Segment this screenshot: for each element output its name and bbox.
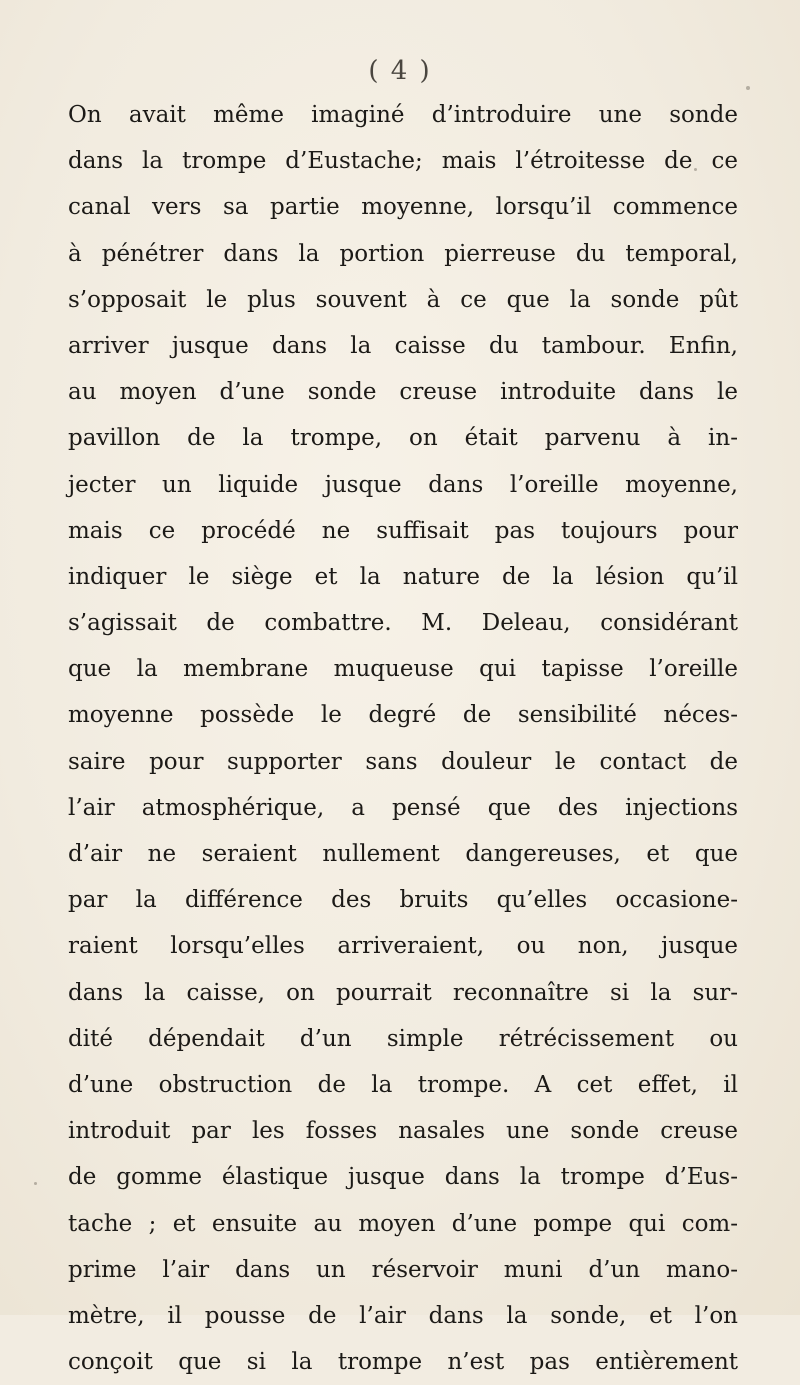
- text-line: que la membrane muqueuse qui tapisse l’oreille: [68, 656, 738, 683]
- text-line: conçoit que si la trompe n’est pas entièrement: [68, 1349, 738, 1376]
- text-line: l’air atmosphérique, a pensé que des injections: [68, 794, 738, 821]
- text-line: à pénétrer dans la portion pierreuse du temporal,: [68, 240, 738, 267]
- text-line: tache ; et ensuite au moyen d’une pompe qui com-: [68, 1210, 738, 1237]
- text-line: canal vers sa partie moyenne, lorsqu’il commence: [68, 194, 738, 221]
- text-line: dans la trompe d’Eustache; mais l’étroitesse de ce: [68, 148, 738, 175]
- text-line: d’une obstruction de la trompe. A cet effet, il: [68, 1071, 738, 1098]
- text-line: arriver jusque dans la caisse du tambour. Enfin,: [68, 332, 738, 359]
- text-line: par la différence des bruits qu’elles occasione-: [68, 887, 738, 914]
- text-line: mais ce procédé ne suffisait pas toujours pour: [68, 517, 738, 544]
- text-line: indiquer le siège et la nature de la lésion qu’il: [68, 563, 738, 590]
- text-line: de gomme élastique jusque dans la trompe d’Eus-: [68, 1164, 738, 1191]
- page-number: ( 4 ): [368, 56, 432, 86]
- body-text: [68, 92, 738, 1385]
- text-line: jecter un liquide jusque dans l’oreille moyenne,: [68, 471, 738, 498]
- text-line: saire pour supporter sans douleur le contact de: [68, 748, 738, 775]
- text-line: s’opposait le plus souvent à ce que la sonde pût: [68, 286, 738, 313]
- text-line: moyenne possède le degré de sensibilité néces-: [68, 702, 738, 729]
- ink-speck: [746, 86, 750, 90]
- ink-speck: [34, 1182, 37, 1185]
- text-line: d’air ne seraient nullement dangereuses, et que: [68, 841, 738, 867]
- text-line: prime l’air dans un réservoir muni d’un mano-: [68, 1256, 738, 1283]
- text-line: raient lorsqu’elles arriveraient, ou non, jusque: [68, 933, 738, 960]
- text-line: dité dépendait d’un simple rétrécissement ou: [68, 1025, 738, 1052]
- text-line: pavillon de la trompe, on était parvenu à in-: [68, 425, 738, 452]
- text-line: mètre, il pousse de l’air dans la sonde, et l’on: [68, 1302, 738, 1329]
- text-line: On avait même imaginé d’introduire une sonde: [68, 102, 738, 128]
- text-line: introduit par les fosses nasales une sonde creuse: [68, 1118, 738, 1145]
- text-line: s’agissait de combattre. M. Deleau, considérant: [68, 610, 738, 637]
- text-line: dans la caisse, on pourrait reconnaître si la sur-: [68, 979, 738, 1006]
- text-line: au moyen d’une sonde creuse introduite dans le: [68, 379, 738, 406]
